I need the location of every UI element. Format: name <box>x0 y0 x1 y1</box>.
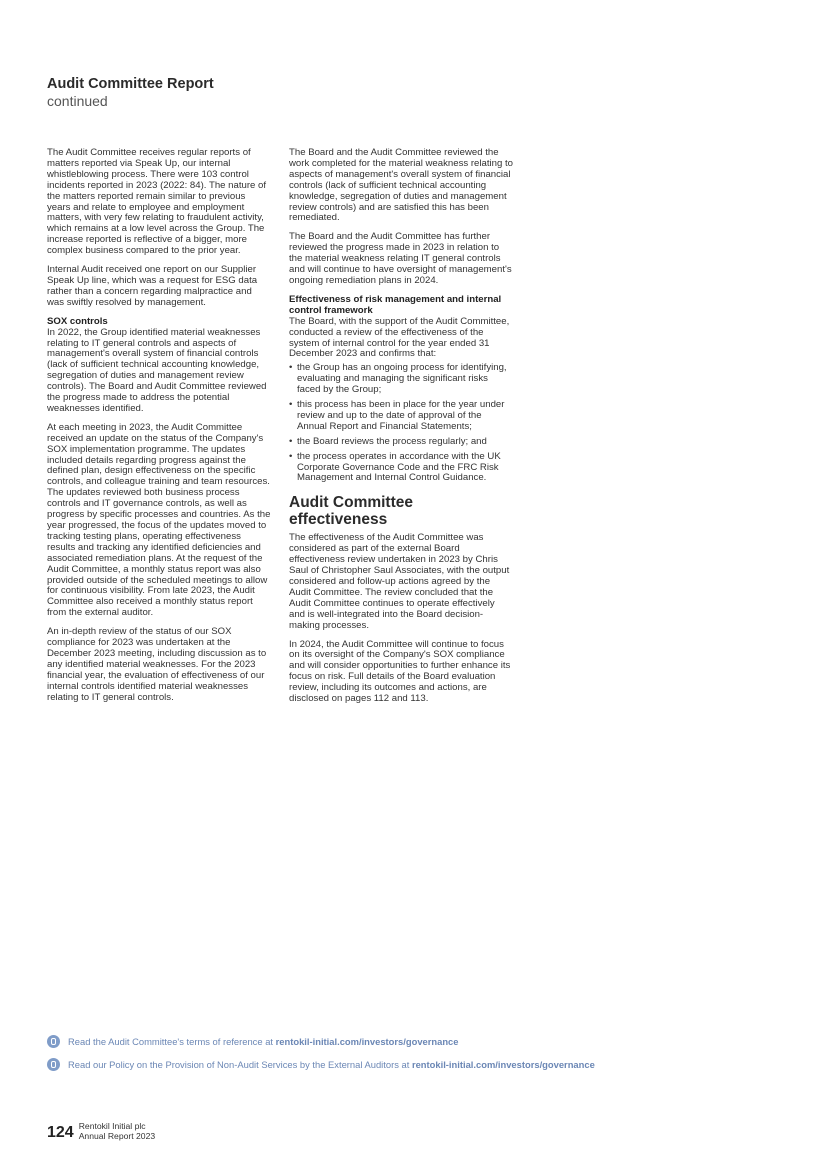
effectiveness-review-paragraph: The effectiveness of the Audit Committee was considered as part of the external Board effectiveness review undertaken in 2023 by Chris Saul of Christopher Saul Associates, with the output considered and follow-up actions agreed by the Audit Committee. The review concluded that the Audit Committee continues to operate effectively and is well-integrated into the Board decision-making processes. <box>289 532 510 631</box>
link-text: Read our Policy on the Provision of Non-Audit Services by the External Auditors at <box>68 1058 410 1070</box>
audit-committee-effectiveness-heading: Audit Committee effectiveness <box>289 494 413 529</box>
confirmation-list <box>289 363 513 484</box>
page-number: 124 <box>47 1124 74 1141</box>
right-column <box>289 148 513 713</box>
speak-up-paragraph: The Audit Committee receives regular reports of matters reported via Speak Up, our internal whistleblowing process. There were 103 control incidents reported in 2023 (2022: 84). The nature of the matters reported remain similar to previous years and relate to employee and employment matters, with very few relating to fraudulent activity, which remains at a low level across the Group. The increase reported is reflective of a bigger, more complex business compared to the prior year. <box>47 147 267 257</box>
risk-management-heading: Effectiveness of risk management and internal control framework <box>289 293 502 316</box>
link-text: Read the Audit Committee's terms of reference at <box>68 1035 274 1047</box>
link-url[interactable]: rentokil-initial.com/investors/governance <box>411 1058 595 1070</box>
page-subtitle: continued <box>47 93 108 109</box>
footer-text <box>79 1121 155 1141</box>
sox-controls-heading: SOX controls <box>47 315 108 327</box>
link-icon <box>47 1058 60 1071</box>
list-item: • this process has been in place for the year under review and up to the date of approval of the Annual Report and Financial Statements; <box>289 400 513 433</box>
sox-review-paragraph: An in-depth review of the status of our SOX compliance for 2023 was undertaken at the December 2023 meeting, including discussion as to any identified material weaknesses. For the 2023 financial year, the evaluation of effectiveness of our internal controls identified material weaknesses relating to IT general controls. <box>47 626 267 703</box>
page-footer <box>47 1121 155 1142</box>
it-controls-paragraph: The Board and the Audit Committee has further reviewed the progress made in 2023 in relation to the material weakness relating IT general controls and will continue to have oversight of management's ongoing remediation plans in 2024. <box>289 231 512 286</box>
left-column <box>47 148 271 712</box>
sox-updates-paragraph: At each meeting in 2023, the Audit Committee received an update on the status of the Company's SOX implementation programme. The updates included details regarding progress against the defined plan, design effectiveness on the specific controls, and colleague training and team resources. The updates reviewed both business process controls and IT governance controls, as well as progress by specific processes and countries. As the year progressed, the focus of the updates moved to tracking testing plans, operating effectiveness results and tracking any identified deficiencies and associated remediation plans. At the request of the Audit Committee, a monthly status report was also provided outside of the scheduled meetings to allow for continuous visibility. From late 2023, the Audit Committee also received a monthly status report from the external auditor. <box>47 421 271 619</box>
list-item: • the process operates in accordance with the UK Corporate Governance Code and the FRC Risk Management and Internal Control Guidance. <box>289 452 513 485</box>
page-header <box>47 76 214 110</box>
list-item: • the Group has an ongoing process for identifying, evaluating and managing the significant risks faced by the Group; <box>289 363 513 396</box>
internal-control-review-paragraph: The Board, with the support of the Audit Committee, conducted a review of the effectiveness of the system of internal control for the year ended 31 December 2023 and confirms that: <box>289 315 510 360</box>
non-audit-services-policy-link[interactable] <box>47 1057 595 1071</box>
list-item: • the Board reviews the process regularly; and <box>289 437 513 448</box>
company-name: Rentokil Initial plc <box>78 1121 146 1131</box>
sox-2022-paragraph: In 2022, the Group identified material weaknesses relating to IT general controls and aspects of management's overall system of financial controls (lack of sufficient technical accounting knowledge, segregation of duties and management review controls). The Board and Audit Committee reviewed the progress made to address the potential weaknesses identified. <box>47 326 267 414</box>
link-url[interactable]: rentokil-initial.com/investors/governance <box>275 1035 459 1047</box>
reference-links <box>47 1034 595 1080</box>
future-focus-paragraph: In 2024, the Audit Committee will continue to focus on its oversight of the Company's SOX compliance and will consider opportunities to further enhance its focus on risk. Full details of the Board evaluation review, including its outcomes and actions, are disclosed on pages 112 and 113. <box>289 638 511 705</box>
link-icon <box>47 1035 60 1048</box>
terms-of-reference-link[interactable] <box>47 1034 595 1048</box>
page-title: Audit Committee Report <box>47 76 214 92</box>
report-name: Annual Report 2023 <box>78 1131 156 1141</box>
supplier-speak-up-paragraph: Internal Audit received one report on our Supplier Speak Up line, which was a request for ESG data rather than a concern regarding malpractice and was swiftly resolved by management. <box>47 264 258 308</box>
material-weakness-paragraph: The Board and the Audit Committee reviewed the work completed for the material weakness relating to aspects of management's overall system of financial controls (lack of sufficient technical accounting knowledge, segregation of duties and management review controls) and are satisfied this has been remediated. <box>289 147 513 224</box>
